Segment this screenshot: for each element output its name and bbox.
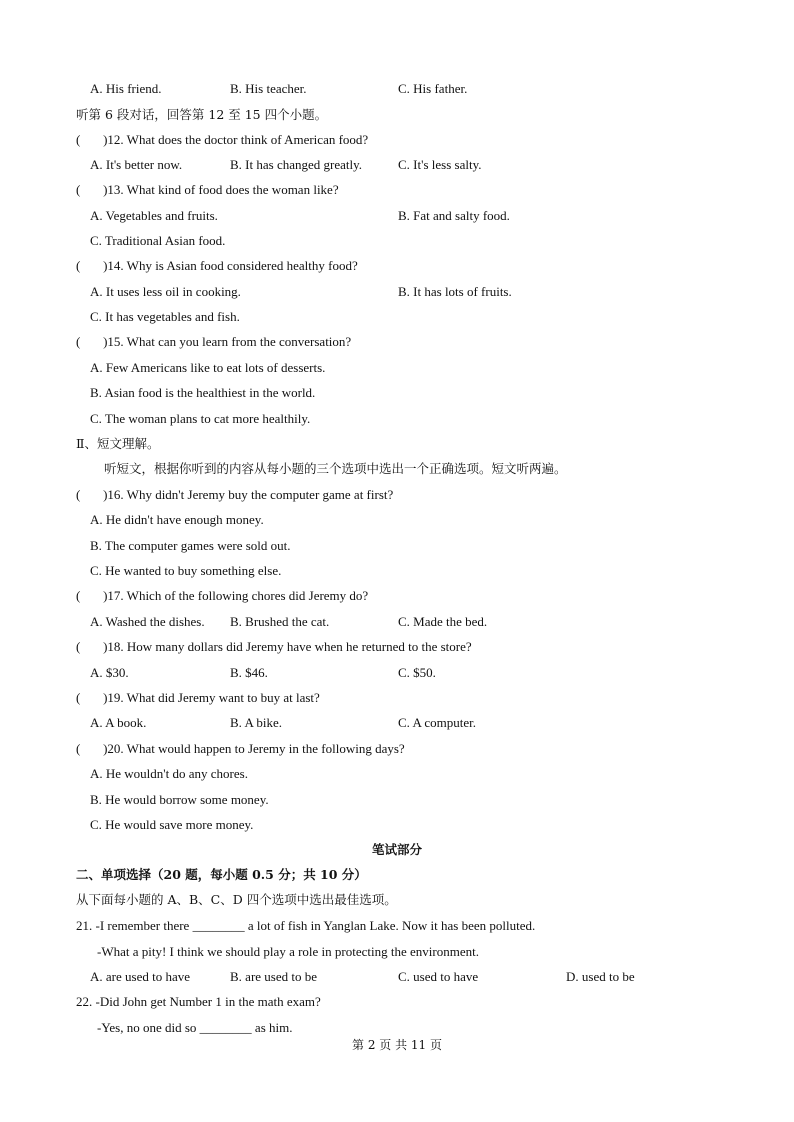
q17-option-a: A. Washed the dishes. bbox=[90, 614, 205, 629]
q15-option-a: A. Few Americans like to eat lots of desserts. bbox=[90, 360, 326, 375]
q22-line2: -Yes, no one did so ________ as him. bbox=[97, 1020, 293, 1035]
q19-option-a: A. A book. bbox=[90, 715, 147, 730]
part2-instruction: 从下面每小题的 A、B、C、D 四个选项中选出最佳选项。 bbox=[76, 892, 397, 907]
q15-option-b: B. Asian food is the healthiest in the world. bbox=[90, 385, 316, 400]
q21-option-b: B. are used to be bbox=[230, 969, 318, 984]
q11-option-a: A. His friend. bbox=[90, 81, 162, 96]
q16-option-b: B. The computer games were sold out. bbox=[90, 538, 291, 553]
q13-option-b: B. Fat and salty food. bbox=[398, 208, 510, 223]
q20-stem: ( )20. What would happen to Jeremy in the following days? bbox=[76, 741, 405, 756]
section2-instruction: 听短文，根据你听到的内容从每小题的三个选项中选出一个正确选项。短文听两遍。 bbox=[104, 461, 567, 476]
q14-option-b: B. It has lots of fruits. bbox=[398, 284, 512, 299]
q21-line1: 21. -I remember there ________ a lot of fish in Yanglan Lake. Now it has been polluted. bbox=[76, 918, 536, 933]
q16-option-a: A. He didn't have enough money. bbox=[90, 512, 264, 527]
q13-option-a: A. Vegetables and fruits. bbox=[90, 208, 218, 223]
q12-option-a: A. It's better now. bbox=[90, 157, 183, 172]
q17-option-c: C. Made the bed. bbox=[398, 614, 488, 629]
q17-stem: ( )17. Which of the following chores did Jeremy do? bbox=[76, 588, 369, 603]
section2-title: Ⅱ、短文理解。 bbox=[76, 436, 160, 451]
q13-stem: ( )13. What kind of food does the woman like? bbox=[76, 182, 339, 197]
q21-option-c: C. used to have bbox=[398, 969, 479, 984]
q20-option-b: B. He would borrow some money. bbox=[90, 792, 269, 807]
q20-option-a: A. He wouldn't do any chores. bbox=[90, 766, 248, 781]
q12-option-b: B. It has changed greatly. bbox=[230, 157, 362, 172]
q15-stem: ( )15. What can you learn from the conversation? bbox=[76, 334, 352, 349]
q21-line2: -What a pity! I think we should play a role in protecting the environment. bbox=[97, 944, 479, 959]
q19-option-c: C. A computer. bbox=[398, 715, 476, 730]
q18-option-c: C. $50. bbox=[398, 665, 436, 680]
written-part-title: 笔试部分 bbox=[371, 842, 422, 857]
q13-option-c: C. Traditional Asian food. bbox=[90, 233, 226, 248]
q12-option-c: C. It's less salty. bbox=[398, 157, 482, 172]
page-footer: 第 2 页 共 11 页 bbox=[352, 1038, 442, 1052]
q11-option-c: C. His father. bbox=[398, 81, 468, 96]
q21-option-a: A. are used to have bbox=[90, 969, 190, 984]
q22-line1: 22. -Did John get Number 1 in the math exam? bbox=[76, 994, 321, 1009]
q19-stem: ( )19. What did Jeremy want to buy at last? bbox=[76, 690, 320, 705]
q14-option-a: A. It uses less oil in cooking. bbox=[90, 284, 241, 299]
q18-stem: ( )18. How many dollars did Jeremy have when he returned to the store? bbox=[76, 639, 472, 654]
q20-option-c: C. He would save more money. bbox=[90, 817, 254, 832]
q14-option-c: C. It has vegetables and fish. bbox=[90, 309, 240, 324]
q14-stem: ( )14. Why is Asian food considered healthy food? bbox=[76, 258, 358, 273]
q18-option-a: A. $30. bbox=[90, 665, 129, 680]
q16-stem: ( )16. Why didn't Jeremy buy the computer game at first? bbox=[76, 487, 394, 502]
q21-option-d: D. used to be bbox=[566, 969, 635, 984]
q17-option-b: B. Brushed the cat. bbox=[230, 614, 330, 629]
q15-option-c: C. The woman plans to cat more healthily. bbox=[90, 411, 311, 426]
q12-stem: ( )12. What does the doctor think of American food? bbox=[76, 132, 369, 147]
part2-title: 二、单项选择（20 题，每小题 0.5 分；共 10 分） bbox=[76, 867, 367, 882]
q18-option-b: B. $46. bbox=[230, 665, 268, 680]
dialogue6-instruction: 听第 6 段对话，回答第 12 至 15 四个小题。 bbox=[76, 107, 328, 122]
q16-option-c: C. He wanted to buy something else. bbox=[90, 563, 282, 578]
q11-option-b: B. His teacher. bbox=[230, 81, 307, 96]
q19-option-b: B. A bike. bbox=[230, 715, 283, 730]
